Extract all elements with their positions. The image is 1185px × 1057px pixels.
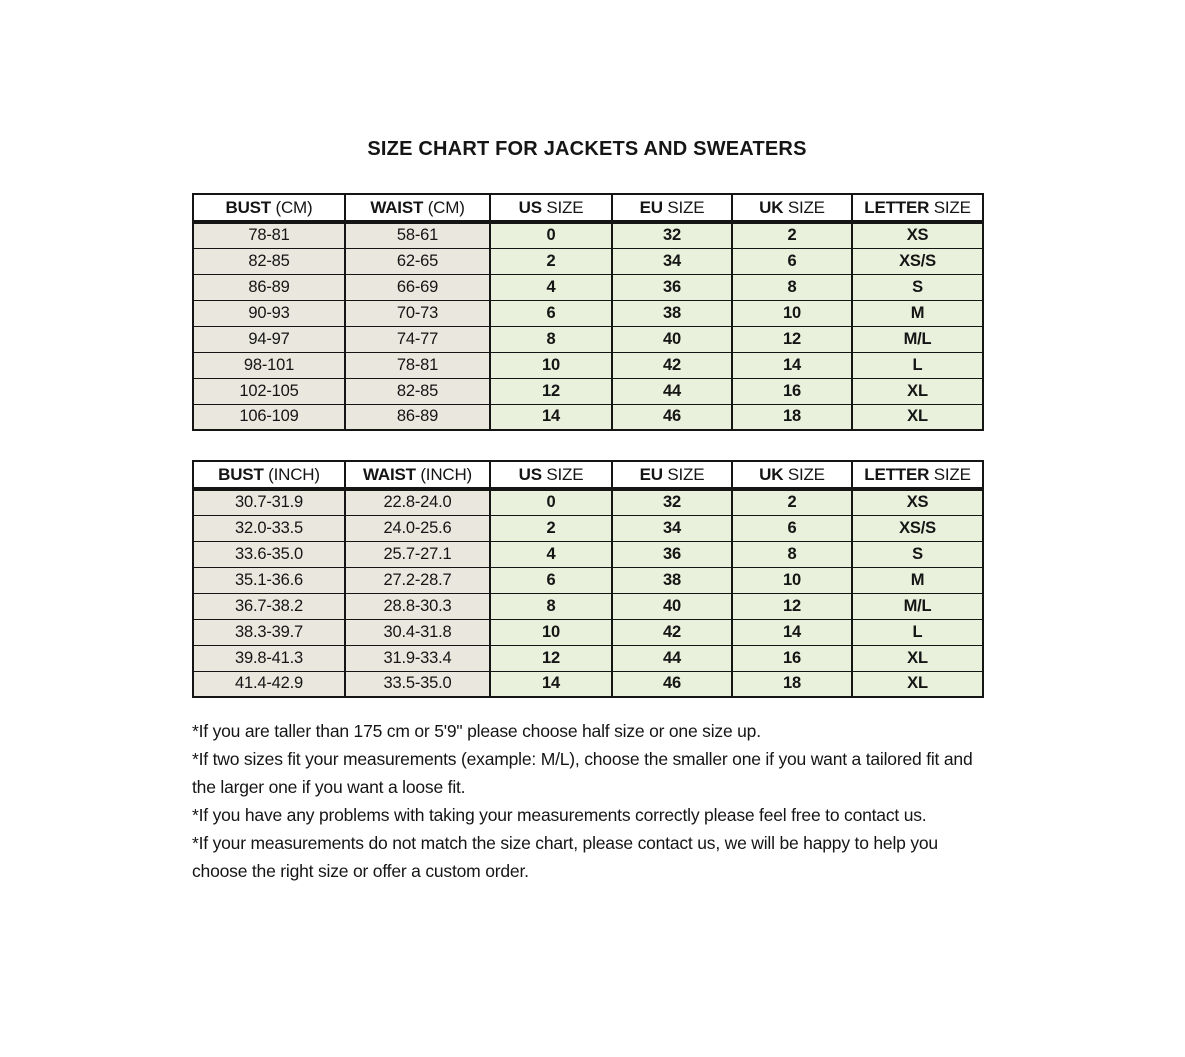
table-cell: 36 (612, 274, 732, 300)
footnote: *If your measurements do not match the size chart, please contact us, we will be happy to help you choose the right size or offer a custom order. (192, 833, 938, 881)
table-cell: 4 (490, 541, 612, 567)
table-row (193, 378, 983, 404)
table-cell: 22.8-24.0 (345, 489, 490, 515)
table-cell: 30.4-31.8 (345, 619, 490, 645)
table-cell: 12 (490, 378, 612, 404)
table-cell: 42 (612, 352, 732, 378)
table-cell: 86-89 (345, 404, 490, 430)
table-cell: 34 (612, 248, 732, 274)
column-header-uk-size: UK SIZE (732, 461, 852, 489)
table-cell: 32.0-33.5 (193, 515, 345, 541)
table-cell: 106-109 (193, 404, 345, 430)
table-cell: 44 (612, 378, 732, 404)
table-cell: XS/S (852, 248, 983, 274)
table-row (193, 541, 983, 567)
column-header-waist-cm: WAIST (CM) (345, 194, 490, 222)
table-row (193, 352, 983, 378)
table-cell: 38 (612, 300, 732, 326)
table-cell: 46 (612, 404, 732, 430)
table-cell: 32 (612, 222, 732, 248)
table-cell: 8 (490, 593, 612, 619)
table-cell: XL (852, 671, 983, 697)
table-cell: 6 (732, 248, 852, 274)
footnotes (192, 717, 982, 885)
table-cell: 0 (490, 489, 612, 515)
table-row (193, 274, 983, 300)
table-cell: 10 (490, 619, 612, 645)
table-cell: 62-65 (345, 248, 490, 274)
table-cell: 44 (612, 645, 732, 671)
table-cell: XS (852, 489, 983, 515)
table-row (193, 515, 983, 541)
table-cell: 98-101 (193, 352, 345, 378)
table-cell: M (852, 300, 983, 326)
table-cell: 6 (732, 515, 852, 541)
table-cell: 94-97 (193, 326, 345, 352)
table-cell: 82-85 (345, 378, 490, 404)
table-cell: 14 (732, 352, 852, 378)
table-row (193, 619, 983, 645)
column-header-uk-size: UK SIZE (732, 194, 852, 222)
table-row (193, 222, 983, 248)
table-body-inch (193, 489, 983, 697)
column-header-us-size: US SIZE (490, 461, 612, 489)
table-cell: L (852, 619, 983, 645)
table-cell: 82-85 (193, 248, 345, 274)
column-header-bust-cm: BUST (CM) (193, 194, 345, 222)
table-cell: 16 (732, 378, 852, 404)
table-row (193, 671, 983, 697)
table-row (193, 567, 983, 593)
table-cell: 14 (732, 619, 852, 645)
table-row (193, 326, 983, 352)
table-cell: 35.1-36.6 (193, 567, 345, 593)
table-cell: 34 (612, 515, 732, 541)
table-cell: 36.7-38.2 (193, 593, 345, 619)
table-cell: 70-73 (345, 300, 490, 326)
table-row (193, 404, 983, 430)
table-cell: 8 (732, 274, 852, 300)
table-cell: 2 (732, 489, 852, 515)
footnote: *If two sizes fit your measurements (example: M/L), choose the smaller one if you want a tailored fit and the larger one if you want a loose fit. (192, 749, 973, 797)
table-cell: 14 (490, 671, 612, 697)
table-cell: 31.9-33.4 (345, 645, 490, 671)
table-cell: 32 (612, 489, 732, 515)
table-cell: XS (852, 222, 983, 248)
table-cell: 12 (490, 645, 612, 671)
table-cell: 24.0-25.6 (345, 515, 490, 541)
table-cell: 6 (490, 567, 612, 593)
table-row (193, 248, 983, 274)
column-header-letter-size: LETTER SIZE (852, 461, 983, 489)
table-cell: 12 (732, 326, 852, 352)
column-header-us-size: US SIZE (490, 194, 612, 222)
table-cell: L (852, 352, 983, 378)
column-header-bust-inch: BUST (INCH) (193, 461, 345, 489)
table-cell: 2 (732, 222, 852, 248)
table-cell: 12 (732, 593, 852, 619)
table-cell: 8 (732, 541, 852, 567)
table-cell: XL (852, 378, 983, 404)
table-cell: 10 (490, 352, 612, 378)
table-cell: 90-93 (193, 300, 345, 326)
table-row (193, 300, 983, 326)
table-cell: M/L (852, 593, 983, 619)
table-cell: 18 (732, 404, 852, 430)
table-cell: 10 (732, 300, 852, 326)
size-table-inch (192, 460, 984, 698)
table-cell: 2 (490, 248, 612, 274)
table-cell: 36 (612, 541, 732, 567)
size-table-cm (192, 193, 984, 431)
table-header-row (193, 194, 983, 222)
table-cell: S (852, 541, 983, 567)
table-cell: 33.5-35.0 (345, 671, 490, 697)
table-cell: M/L (852, 326, 983, 352)
table-cell: 4 (490, 274, 612, 300)
table-cell: 6 (490, 300, 612, 326)
table-cell: S (852, 274, 983, 300)
table-cell: XL (852, 645, 983, 671)
table-cell: 74-77 (345, 326, 490, 352)
page-title: SIZE CHART FOR JACKETS AND SWEATERS (367, 138, 807, 160)
table-cell: 41.4-42.9 (193, 671, 345, 697)
table-cell: 78-81 (193, 222, 345, 248)
table-cell: 40 (612, 326, 732, 352)
footnote: *If you are taller than 175 cm or 5'9" please choose half size or one size up. (192, 721, 761, 741)
table-cell: 28.8-30.3 (345, 593, 490, 619)
table-row (193, 489, 983, 515)
column-header-waist-inch: WAIST (INCH) (345, 461, 490, 489)
table-body-cm (193, 222, 983, 430)
table-cell: 10 (732, 567, 852, 593)
table-cell: 27.2-28.7 (345, 567, 490, 593)
table-cell: 16 (732, 645, 852, 671)
column-header-letter-size: LETTER SIZE (852, 194, 983, 222)
column-header-eu-size: EU SIZE (612, 461, 732, 489)
table-cell: 58-61 (345, 222, 490, 248)
table-cell: 78-81 (345, 352, 490, 378)
table-cell: 38.3-39.7 (193, 619, 345, 645)
footnote: *If you have any problems with taking your measurements correctly please feel free to contact us. (192, 805, 927, 825)
table-cell: 40 (612, 593, 732, 619)
table-cell: 25.7-27.1 (345, 541, 490, 567)
column-header-eu-size: EU SIZE (612, 194, 732, 222)
table-cell: 8 (490, 326, 612, 352)
table-cell: 86-89 (193, 274, 345, 300)
table-cell: 46 (612, 671, 732, 697)
table-cell: XS/S (852, 515, 983, 541)
table-cell: 102-105 (193, 378, 345, 404)
table-row (193, 593, 983, 619)
table-cell: 30.7-31.9 (193, 489, 345, 515)
table-cell: 42 (612, 619, 732, 645)
table-cell: 33.6-35.0 (193, 541, 345, 567)
table-cell: 0 (490, 222, 612, 248)
table-cell: 18 (732, 671, 852, 697)
table-cell: 2 (490, 515, 612, 541)
table-cell: XL (852, 404, 983, 430)
table-row (193, 645, 983, 671)
size-chart-document (192, 0, 982, 885)
table-cell: 14 (490, 404, 612, 430)
table-cell: 66-69 (345, 274, 490, 300)
table-cell: 39.8-41.3 (193, 645, 345, 671)
table-cell: 38 (612, 567, 732, 593)
table-cell: M (852, 567, 983, 593)
table-header-row (193, 461, 983, 489)
